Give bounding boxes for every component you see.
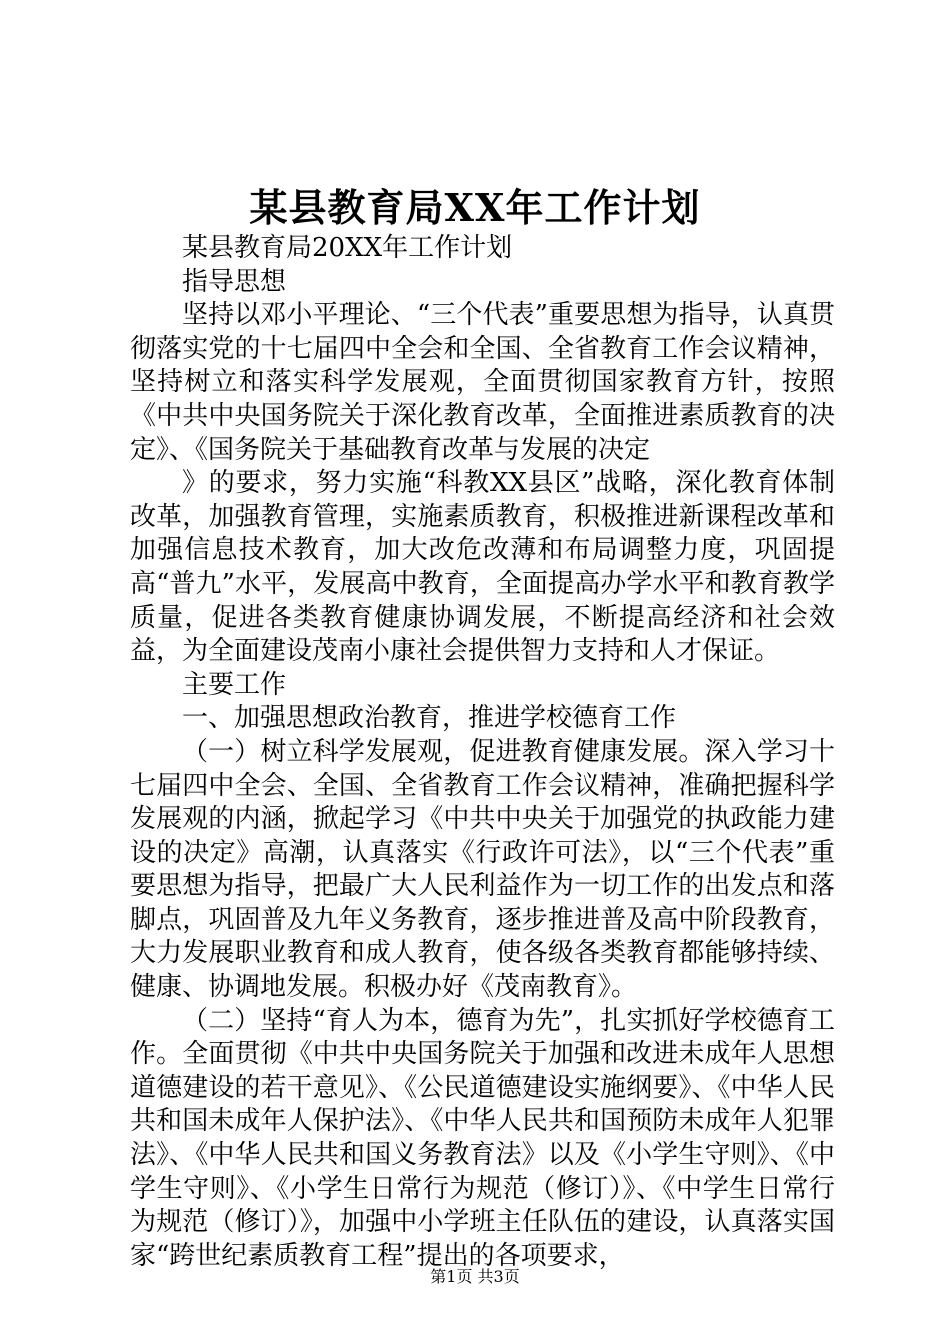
paragraph-requirements: 》的要求，努力实施“科教XX县区”战略，深化教育体制改革，加强教育管理，实施素质教育，积极推进新课程改革和加强信息技术教育，加大改危改薄和布局调整力度，巩固提高“普九”水平，发展高中教育，全面提高办学水平和教育教学质量，促进各类教育健康协调发展，不断提高经济和社会效益，为全面建设茂南小康社会提供智力支持和人才保证。: [130, 468, 835, 667]
document-title: 某县教育局XX年工作计划: [249, 185, 701, 230]
section-heading-guiding-ideology: 指导思想: [182, 266, 287, 297]
paragraph-item-one: （一）树立科学发展观，促进教育健康发展。深入学习十七届四中全会、全国、全省教育工作会议精神，准确把握科学发展观的内涵，掀起学习《中共中央关于加强党的执政能力建设的决定》高潮，认真落实《行政许可法》，以“三个代表”重要思想为指导，把最广大人民利益作为一切工作的出发点和落脚点，巩固普及九年义务教育，逐步推进普及高中阶段教育，大力发展职业教育和成人教育，使各级各类教育都能够持续、健康、协调地发展。积极办好《茂南教育》。: [130, 736, 835, 1003]
paragraph-guiding-ideology: 坚持以邓小平理论、“三个代表”重要思想为指导，认真贯彻落实党的十七届四中全会和全国、全省教育工作会议精神，坚持树立和落实科学发展观，全面贯彻国家教育方针，按照《中共中央国务院关于深化教育改革，全面推进素质教育的决定》、《国务院关于基础教育改革与发展的决定: [130, 300, 835, 465]
section-heading-main-work: 主要工作: [182, 669, 287, 700]
page-footer: 第1页 共3页: [430, 1267, 520, 1286]
subsection-heading-moral-education: 一、加强思想政治教育，推进学校德育工作: [182, 703, 677, 734]
paragraph-item-two: （二）坚持“育人为本，德育为先”，扎实抓好学校德育工作。全面贯彻《中共中央国务院关于加强和改进未成年人思想道德建设的若干意见》、《公民道德建设实施纲要》、《中华人民共和国未成年人保护法》、《中华人民共和国预防未成年人犯罪法》、《中华人民共和国义务教育法》以及《小学生守则》、《中学生守则》、《小学生日常行为规范（修订）》、《中学生日常行为规范（修订）》，加强中小学班主任队伍的建设，认真落实国家“跨世纪素质教育工程”提出的各项要求，: [130, 1005, 835, 1271]
document-body: [130, 232, 835, 1273]
paragraph-heading-line: 某县教育局20XX年工作计划: [182, 233, 513, 263]
